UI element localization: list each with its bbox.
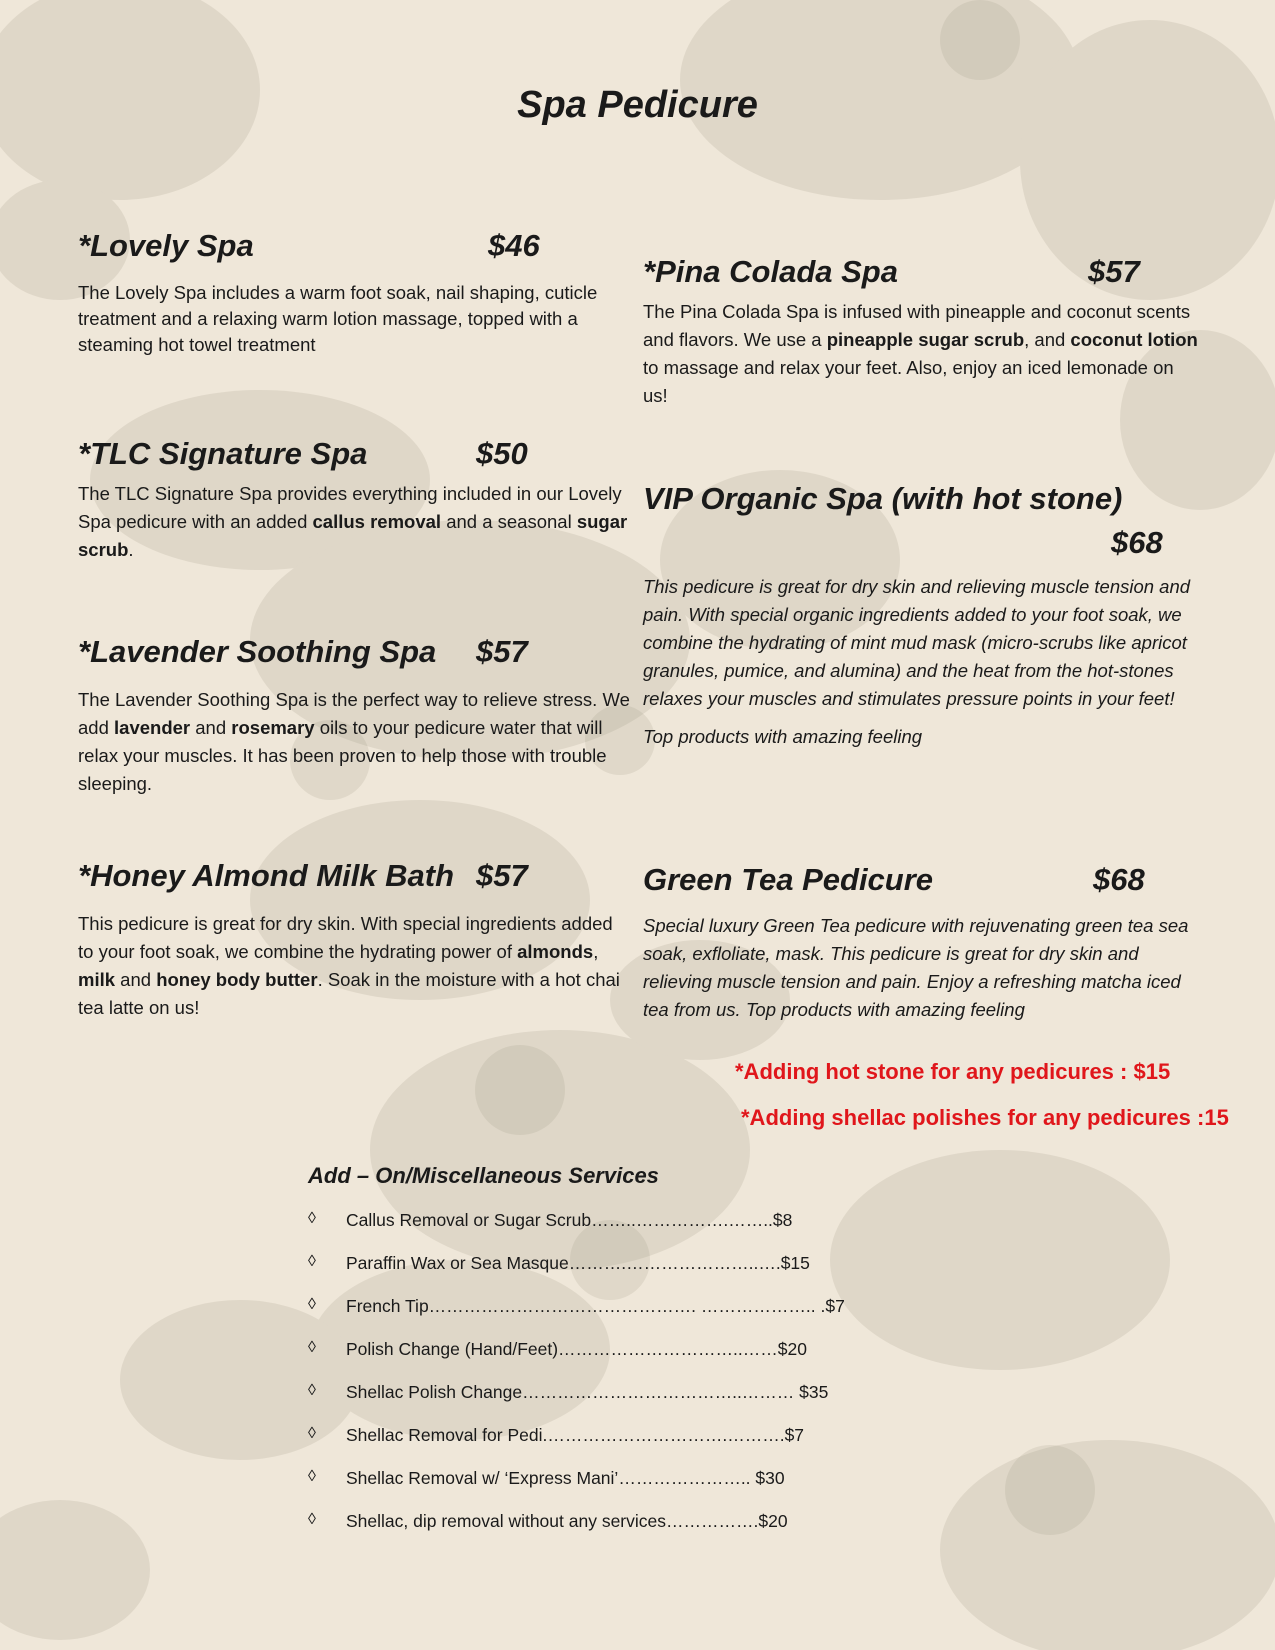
service-name: *Lavender Soothing Spa: [78, 634, 437, 669]
service-price: $46: [488, 228, 540, 263]
service-name: *TLC Signature Spa: [78, 436, 368, 471]
service-note: Top products with amazing feeling: [643, 726, 923, 747]
page-title: Spa Pedicure: [517, 84, 758, 126]
service-price: $57: [476, 858, 528, 893]
list-item: [308, 1210, 845, 1253]
service-price: $68: [1111, 525, 1163, 560]
service-name: *Pina Colada Spa: [643, 254, 898, 289]
addon-label: Callus Removal or Sugar Scrub……..…………….……..$8: [346, 1210, 793, 1230]
list-item: [308, 1382, 845, 1425]
service-tlc-signature-spa: [78, 436, 633, 564]
service-description: This pedicure is great for dry skin and relieving muscle tension and pain. With special organic ingredients added to your foot soak, we combine the hydrating of mint mud mask (micro-scrubs like apricot granules, pumice, and alumina) and the heat from the hot-stones relaxes your muscles and stimulates pressure points in your feet!: [643, 576, 1191, 709]
addon-label: Shellac, dip removal without any services…………….$20: [346, 1511, 788, 1531]
service-description: The Lavender Soothing Spa is the perfect way to relieve stress. We add lavender and rosemary oils to your pedicure water that will relax your muscles. It has been proven to help those with trouble sleeping.: [78, 689, 630, 794]
addon-label: Polish Change (Hand/Feet)…………………………..……$20: [346, 1339, 807, 1359]
service-price: $50: [476, 436, 528, 471]
diamond-bullet-icon: ◊: [308, 1296, 316, 1313]
service-description: Special luxury Green Tea pedicure with rejuvenating green tea sea soak, exfloliate, mask. This pedicure is great for dry skin and relieving muscle tension and pain. Enjoy a refreshing matcha iced tea from us. Top products with amazing feeling: [643, 915, 1189, 1020]
list-item: [308, 1425, 845, 1468]
addon-label: Shellac Polish Change………………………………..……… $35: [346, 1382, 829, 1402]
list-item: [308, 1339, 845, 1382]
service-vip-organic-spa: [643, 481, 1203, 751]
service-honey-almond-milk-bath: [78, 858, 633, 1022]
addon-label: Shellac Removal for Pedi.………………………….……….$7: [346, 1425, 805, 1445]
service-name: VIP Organic Spa (with hot stone): [643, 481, 1123, 516]
list-item: [308, 1296, 845, 1339]
addons-list: [308, 1210, 845, 1554]
diamond-bullet-icon: ◊: [308, 1253, 316, 1270]
diamond-bullet-icon: ◊: [308, 1210, 316, 1227]
diamond-bullet-icon: ◊: [308, 1382, 316, 1399]
addons-title: Add – On/Miscellaneous Services: [308, 1163, 659, 1188]
list-item: [308, 1511, 845, 1554]
service-price: $57: [1088, 254, 1140, 289]
service-description: The TLC Signature Spa provides everything included in our Lovely Spa pedicure with an added callus removal and a seasonal sugar scrub.: [78, 483, 628, 560]
list-item: [308, 1253, 845, 1296]
service-description: The Lovely Spa includes a warm foot soak, nail shaping, cuticle treatment and a relaxing warm lotion massage, topped with a steaming hot towel treatment: [78, 282, 598, 355]
service-description: The Pina Colada Spa is infused with pineapple and coconut scents and flavors. We use a pineapple sugar scrub, and coconut lotion to massage and relax your feet. Also, enjoy an iced lemonade on us!: [643, 301, 1198, 406]
hot-stone-addon-note: *Adding hot stone for any pedicures : $15: [735, 1059, 1171, 1084]
service-green-tea-pedicure: [643, 862, 1198, 1024]
service-name: *Honey Almond Milk Bath: [78, 858, 455, 893]
shellac-addon-note: *Adding shellac polishes for any pedicures :15: [741, 1105, 1229, 1130]
service-name: *Lovely Spa: [78, 228, 254, 263]
diamond-bullet-icon: ◊: [308, 1339, 316, 1356]
list-item: [308, 1468, 845, 1511]
service-price: $68: [1093, 862, 1145, 897]
diamond-bullet-icon: ◊: [308, 1511, 316, 1528]
diamond-bullet-icon: ◊: [308, 1425, 316, 1442]
addon-label: Shellac Removal w/ ‘Express Mani’………………….. $30: [346, 1468, 785, 1488]
service-pina-colada-spa: [643, 254, 1203, 410]
service-price: $57: [476, 634, 528, 669]
addon-label: French Tip………………………………………. ……………….. .$7: [346, 1296, 845, 1316]
service-description: This pedicure is great for dry skin. With special ingredients added to your foot soak, we combine the hydrating power of almonds, milk and honey body butter. Soak in the moisture with a hot chai tea latte on us!: [78, 913, 620, 1018]
addon-label: Paraffin Wax or Sea Masque……….…………………..….$15: [346, 1253, 810, 1273]
service-lavender-soothing-spa: [78, 634, 633, 798]
service-name: Green Tea Pedicure: [643, 862, 934, 897]
diamond-bullet-icon: ◊: [308, 1468, 316, 1485]
service-lovely-spa: [78, 228, 623, 358]
